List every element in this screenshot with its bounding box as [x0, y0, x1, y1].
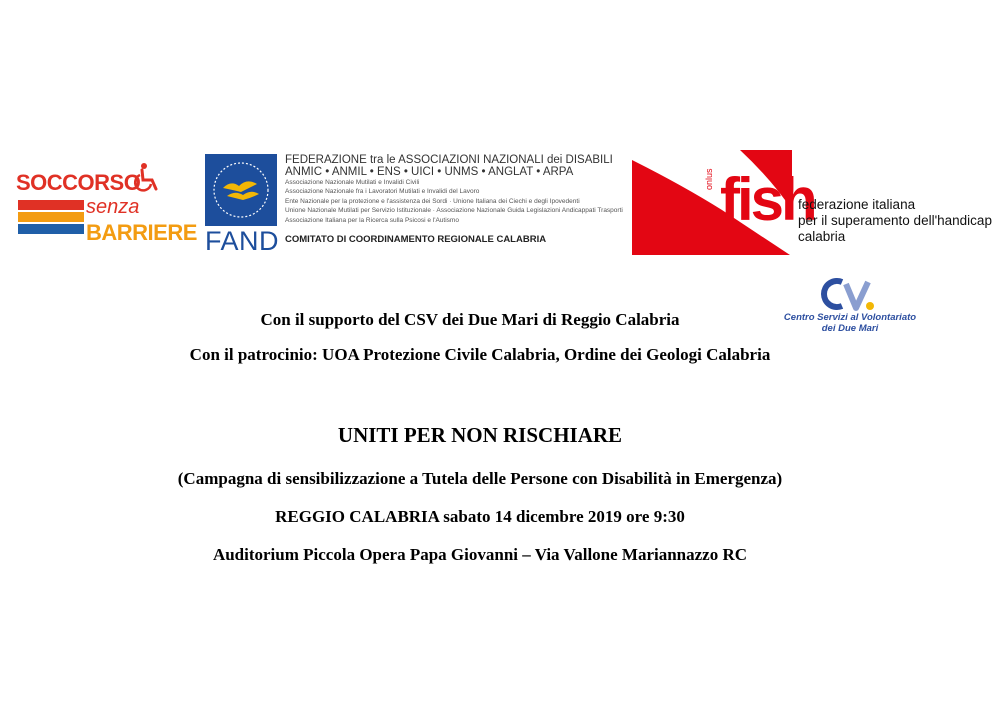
- event-location: Auditorium Piccola Opera Papa Giovanni – Via Vallone Mariannazzo RC: [212, 545, 748, 564]
- fish-onlus-label: onlus: [704, 168, 714, 190]
- fand-member-line: Associazione Nazionale fra i Lavoratori Mutilati e Invalidi del Lavoro: [285, 188, 480, 196]
- fand-associations: ANMIC • ANMIL • ENS • UICI • UNMS • ANGLAT • ARPA: [285, 166, 574, 178]
- fish-logo: [632, 150, 992, 255]
- fish-desc-line: federazione italiana: [798, 197, 916, 212]
- soccorso-stripes: [18, 200, 84, 236]
- fand-member-line: Ente Nazionale per la protezione e l'assistenza dei Sordi · Unione Italiana dei Ciechi e degli Ipovedenti: [285, 197, 580, 205]
- campaign-subtitle: (Campagna di sensibilizzazione a Tutela delle Persone con Disabilità in Emergenza): [177, 469, 783, 488]
- event-date: REGGIO CALABRIA sabato 14 dicembre 2019 ore 9:30: [275, 507, 685, 526]
- fand-comitato: COMITATO DI COORDINAMENTO REGIONALE CALABRIA: [285, 234, 547, 245]
- fand-wordmark: FAND: [205, 226, 280, 256]
- wheelchair-icon: [134, 162, 160, 192]
- fish-desc-line: calabria: [798, 229, 846, 244]
- csv-line: dei Due Mari: [821, 323, 879, 334]
- fand-member-line: Associazione Italiana per la Ricerca sulla Psicosi e l'Autismo: [285, 216, 459, 224]
- fish-wordmark: fish: [720, 166, 815, 233]
- supporto-line: Con il supporto del CSV dei Due Mari di Reggio Calabria: [260, 310, 680, 329]
- soccorso-senza-barriere-logo: [16, 160, 197, 252]
- csv-line: Centro Servizi al Volontariato: [783, 312, 917, 323]
- soccorso-logo-barriere: BARRIERE: [86, 220, 197, 245]
- fish-desc-line: per il superamento dell'handicap: [798, 213, 992, 228]
- fand-text-block: [285, 154, 623, 225]
- fand-emblem-icon: [205, 154, 277, 226]
- fand-federation-title: FEDERAZIONE tra le ASSOCIAZIONI NAZIONALI dei DISABILI: [285, 154, 613, 166]
- soccorso-logo-senza: senza: [86, 196, 140, 218]
- fand-member-line: Associazione Nazionale Mutilati e Invalidi Civili: [285, 179, 420, 186]
- patrocinio-line: Con il patrocinio: UOA Protezione Civile Calabria, Ordine dei Geologi Calabria: [189, 345, 771, 364]
- csv-mark-icon: [812, 276, 882, 314]
- fand-member-line: Unione Nazionale Mutilati per Servizio Istituzionale · Associazione Nazionale Guida Legislazioni Andicappati Trasporti: [285, 207, 623, 215]
- fish-description: [798, 197, 992, 245]
- event-title: UNITI PER NON RISCHIARE: [337, 423, 623, 447]
- fand-logo: [205, 154, 625, 254]
- soccorso-logo-title: SOCCORSO: [16, 170, 141, 195]
